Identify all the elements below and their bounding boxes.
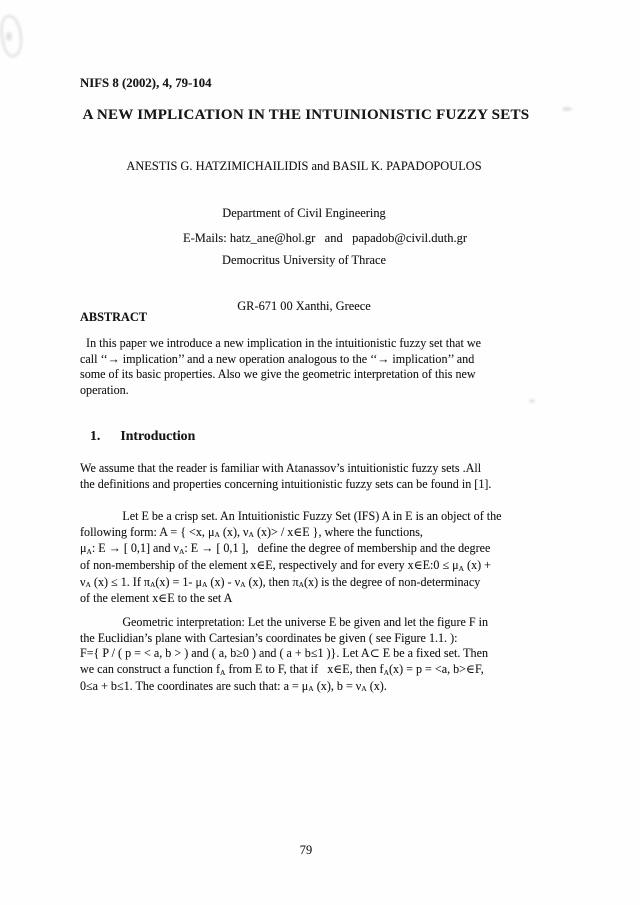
affiliation-department: Department of Civil Engineering — [222, 206, 386, 220]
section-title: Introduction — [120, 428, 196, 443]
affiliation-block — [222, 175, 386, 346]
intro-paragraph-1 — [80, 461, 491, 492]
text-line: the Euclidian’s plane with Cartesian’s coordinates be given ( see Figure 1.1. ): — [80, 630, 458, 645]
text-line: call ‘‘→ implication’’ and a new operation analogous to the ‘‘→ implication’’ and — [80, 351, 475, 366]
text-line: operation. — [80, 382, 129, 397]
scan-speck-artifact — [529, 399, 535, 403]
affiliation-university: Democritus University of Thrace — [222, 252, 386, 267]
text-line: Let E be a crisp set. An Intuitionistic Fuzzy Set (IFS) A in E is an object of the — [80, 509, 502, 523]
scan-smudge-fleck — [6, 32, 12, 41]
text-line: we can construct a function $f_A$ from E to F, that if x∈E, then $f_A(x) = p = <a$, b>∈F, — [80, 661, 484, 677]
text-line: In this paper we introduce a new implication in the intuitionistic fuzzy set that we — [80, 336, 482, 350]
text-line: the definitions and properties concerning intuitionistic fuzzy sets can be found in [1]. — [80, 476, 492, 491]
text-line: of non-membership of the element x∈E, respectively and for every x∈E:0 ≤ $\mu_A$ (x) + — [80, 557, 492, 573]
abstract-paragraph — [80, 336, 481, 399]
scan-speck-artifact — [562, 107, 572, 111]
page-number: 79 — [299, 843, 313, 857]
emails-line: E-Mails: hatz_ane@hol.gr and papadob@civil.duth.gr — [182, 231, 468, 245]
text-line: Geometric interpretation: Let the universe E be given and let the figure F in — [80, 615, 489, 629]
authors-line: ANESTIS G. HATZIMICHAILIDIS and BASIL K. PAPADOPOULOS — [126, 159, 482, 173]
intro-paragraph-3 — [80, 615, 488, 695]
text-line: $\mu_A$: E → [ 0,1] and $\nu_A$: E → [ 0,1 ], define the degree of membership and the degree — [80, 541, 491, 556]
text-line: $\nu_A$ (x) ≤ 1. If $\pi_A(x) = 1-$ $\mu_A$ $(x) - \nu_A$ (x), then $\pi_A(x)$ is the degree of non-determinacy — [80, 574, 481, 590]
paper-title: A NEW IMPLICATION IN THE INTUINIONISTIC FUZZY SETS — [82, 107, 530, 123]
text-line: 0≤a + b≤1. The coordinates are such that: $a = \mu_A$ (x), $b = \nu_A$ (x). — [80, 678, 387, 694]
abstract-heading: ABSTRACT — [80, 310, 147, 324]
text-line: F={ P / ( p = < a, b > ) and ( a, b≥0 ) and ( a + b≤1 )}. Let A⊂ E be a fixed set. Then — [80, 646, 488, 661]
section-heading — [90, 428, 195, 444]
section-number: 1. — [90, 428, 101, 443]
text-line: some of its basic properties. Also we give the geometric interpretation of this new — [80, 367, 476, 382]
text-line: following form: A = { <x, $\mu_A$ (x), $\nu_A$ (x)> / x∈E }, where the functions, — [80, 524, 423, 540]
intro-paragraph-2 — [80, 509, 502, 607]
text-line: of the element x∈E to the set A — [80, 591, 233, 606]
scan-smudge-artifact — [0, 13, 26, 58]
text-line: We assume that the reader is familiar with Atanassov’s intuitionistic fuzzy sets .All — [80, 461, 482, 475]
affiliation-address: GR-671 00 Xanthi, Greece — [237, 299, 371, 313]
journal-reference: NIFS 8 (2002), 4, 79-104 — [80, 76, 212, 90]
